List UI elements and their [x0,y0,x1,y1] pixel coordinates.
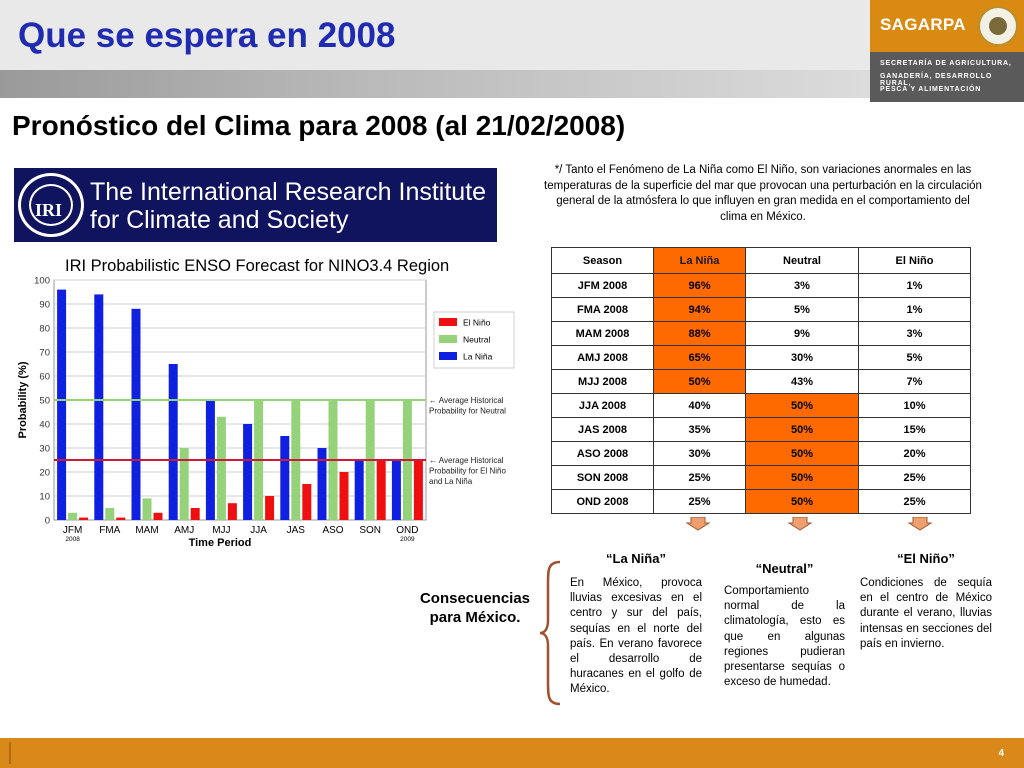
agency-line-2: GANADERÍA, DESARROLLO RURAL, [880,73,993,87]
bar [57,290,66,520]
bar [132,309,141,520]
logo-text: SAGARPA [880,15,966,34]
x-tick-label: JJA [250,525,267,536]
enso-forecast-chart [10,250,530,550]
el-nino-heading: “El Niño” [897,551,955,566]
iri-name-line-1: The International Research Institute [90,178,487,206]
header-el-nino: El Niño [859,248,971,274]
probability-cell: 1% [859,298,971,322]
probability-cell: 25% [859,466,971,490]
slide-subtitle: Pronóstico del Clima para 2008 (al 21/02/2008) [12,110,626,141]
agency-line-3: PESCA Y ALIMENTACIÓN [880,86,982,93]
x-tick-label: FMA [99,525,121,536]
probability-cell: 25% [654,466,746,490]
probability-cell: 20% [859,442,971,466]
table-row [552,442,971,466]
y-tick-label: 20 [39,467,50,479]
y-tick-label: 100 [34,275,50,287]
bar [68,513,77,520]
table-header-row [552,248,971,274]
probability-cell: 50% [746,490,859,514]
bar [217,417,226,520]
probability-cell: 5% [859,346,971,370]
y-tick-label: 80 [39,323,50,335]
probability-cell: 96% [654,274,746,298]
y-tick-label: 90 [39,299,50,311]
x-tick-label: OND [396,525,419,536]
bar [191,508,200,520]
curly-brace-icon [538,560,564,706]
table-row [552,490,971,514]
logo-orange-panel [870,0,1024,52]
probability-cell: 43% [746,370,859,394]
y-tick-label: 10 [39,491,50,503]
bar [377,460,386,520]
x-tick-label: SON [359,525,382,536]
footer-bar [0,738,1024,768]
reference-line-label: and La Niña [429,477,473,486]
probability-cell: 9% [746,322,859,346]
enso-note: */ Tanto el Fenómeno de La Niña como El Niño, son variaciones anormales en las temperaturas de la superficie del mar que provocan una perturbación en la circulación general de la atmósfera lo que influyen en gran medida en el comportamiento del clima en México. [544,164,982,223]
x-tick-label: ASO [322,525,344,536]
legend-label: Neutral [463,334,491,345]
iri-abbr: IRI [35,200,63,220]
season-cell: MJJ 2008 [552,370,654,394]
neutral-heading: “Neutral” [755,561,814,576]
y-tick-label: 50 [39,395,50,407]
neutral-text: Comportamiento normal de la climatología, esto es que en algunas regiones pudieran presentarse sequías o exceso de humedad. [724,585,845,689]
probability-cell: 65% [654,346,746,370]
header-la-nina: La Niña [654,248,746,274]
legend-swatch [439,318,457,326]
legend-label: La Niña [463,351,493,362]
probability-cell: 50% [746,466,859,490]
iri-banner [14,168,497,242]
legend-label: El Niño [463,317,491,328]
bar [355,460,364,520]
table-row [552,466,971,490]
bar [94,294,103,520]
reference-line-label: Probability for El Niño [429,466,506,476]
probability-cell: 50% [746,442,859,466]
bar [105,508,114,520]
probability-cell: 30% [654,442,746,466]
legend-swatch [439,352,457,360]
x-tick-sublabel: 2008 [65,536,80,543]
table-row [552,274,971,298]
season-cell: JAS 2008 [552,418,654,442]
bar [154,513,163,520]
y-tick-label: 60 [39,371,50,383]
y-tick-label: 0 [44,515,50,527]
probability-cell: 30% [746,346,859,370]
sagarpa-logo [870,0,1024,102]
table-row [552,322,971,346]
footer-mark [9,742,15,764]
probability-cell: 50% [654,370,746,394]
arrow-down-icon [686,517,710,531]
x-tick-label: MAM [135,525,159,536]
slide-title: Que se espera en 2008 [18,16,396,55]
arrow-down-icon [908,517,932,531]
bar [414,460,423,520]
y-tick-label: 70 [39,347,50,359]
bar [79,518,88,520]
x-tick-label: AMJ [174,525,195,536]
bar [340,472,349,520]
bar [265,496,274,520]
season-cell: AMJ 2008 [552,346,654,370]
header-season: Season [552,248,654,274]
reference-line-label: Probability for Neutral [429,406,506,416]
arrow-down-icon [788,517,812,531]
bar [116,518,125,520]
reference-line-label: ← Average Historical [429,456,504,465]
season-cell: OND 2008 [552,490,654,514]
season-cell: ASO 2008 [552,442,654,466]
probability-cell: 15% [859,418,971,442]
x-axis-label: Time Period [188,537,252,549]
header-gradient-bar [0,70,870,98]
season-cell: MAM 2008 [552,322,654,346]
bar [280,436,289,520]
x-tick-label: JFM [62,525,83,536]
bar [169,364,178,520]
la-nina-text: En México, provoca lluvias excesivas en el centro y sur del país, sequías en el norte del país. En verano favorece el desarrollo de huracanes en el golfo de México. [570,577,702,696]
season-cell: JFM 2008 [552,274,654,298]
bar [143,498,152,520]
iri-name-line-2: for Climate and Society [90,206,349,234]
season-cell: FMA 2008 [552,298,654,322]
table-row [552,370,971,394]
season-cell: SON 2008 [552,466,654,490]
probability-cell: 40% [654,394,746,418]
probability-cell: 25% [859,490,971,514]
mexico-seal-icon [978,6,1018,46]
x-tick-label: JAS [286,525,305,536]
table-row [552,298,971,322]
y-tick-label: 30 [39,443,50,455]
el-nino-text: Condiciones de sequía en el centro de México durante el verano, lluvias intensas en secciones del país en invierno. [860,577,992,650]
chart-title: IRI Probabilistic ENSO Forecast for NINO3.4 Region [65,257,450,275]
table-row [552,394,971,418]
probability-cell: 94% [654,298,746,322]
agency-line-1: SECRETARÍA DE AGRICULTURA, [880,60,1012,67]
probability-table [551,247,971,514]
y-axis-label: Probability (%) [17,361,29,439]
probability-cell: 7% [859,370,971,394]
table-row [552,418,971,442]
x-tick-sublabel: 2009 [400,536,415,543]
probability-cell: 35% [654,418,746,442]
bar [243,424,252,520]
bar [392,460,401,520]
la-nina-heading: “La Niña” [606,551,666,566]
season-cell: JJA 2008 [552,394,654,418]
page-number: 4 [998,748,1004,759]
probability-cell: 3% [746,274,859,298]
x-tick-label: MJJ [212,525,231,536]
bar [318,448,327,520]
header-neutral: Neutral [746,248,859,274]
probability-cell: 10% [859,394,971,418]
bar [228,503,237,520]
reference-line-label: ← Average Historical [429,396,504,405]
legend-swatch [439,335,457,343]
iri-logo-icon [18,173,84,237]
probability-cell: 1% [859,274,971,298]
probability-cell: 5% [746,298,859,322]
bar [180,448,189,520]
bar [302,484,311,520]
probability-cell: 3% [859,322,971,346]
probability-cell: 88% [654,322,746,346]
probability-cell: 25% [654,490,746,514]
probability-cell: 50% [746,418,859,442]
consequences-label: Consecuencias para México. [419,590,531,626]
y-tick-label: 40 [39,419,50,431]
table-row [552,346,971,370]
probability-cell: 50% [746,394,859,418]
